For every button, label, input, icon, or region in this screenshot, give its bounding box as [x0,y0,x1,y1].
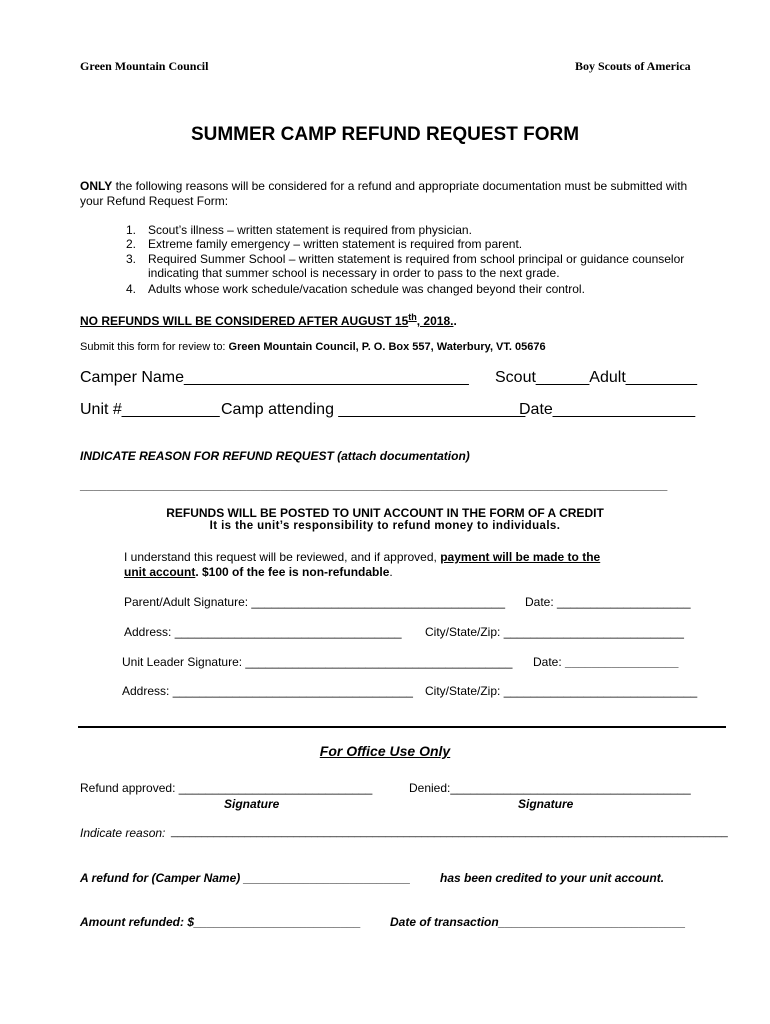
office-use-heading: For Office Use Only [319,743,451,759]
submit-line [80,341,546,353]
reason-4-text: Adults whose work schedule/vacation schedule was changed beyond their control. [148,282,585,296]
understand-d: . $100 of the fee is non-refundable [195,565,390,579]
denied-signature-label: Signature [518,797,574,811]
unit-number-field[interactable]: Unit #___________ [80,401,220,418]
intro-only: ONLY [80,179,113,193]
parent-date-field[interactable]: Date: ____________________ [525,595,691,609]
submit-address: Green Mountain Council, P. O. Box 557, Waterbury, VT. 05676 [228,341,546,353]
reason-2-num: 2. [126,237,137,251]
date-of-transaction-field[interactable]: Date of transaction____________________________ [390,915,686,929]
indicate-reason-line[interactable]: ___________________________________________________________________________________________ [171,826,728,838]
understand-a: I understand this request will be reviewed, and if approved, [124,550,441,564]
submit-prefix: Submit this form for review to: [80,341,229,353]
refunds-notice-line-1: REFUNDS WILL BE POSTED TO UNIT ACCOUNT IN THE FORM OF A CREDIT [166,506,604,520]
understand-line-1 [124,550,600,564]
understand-c: unit account [124,565,196,579]
unit-leader-date-field[interactable] [533,655,678,669]
understand-line-2 [124,565,393,579]
approved-signature-label: Signature [224,797,280,811]
header-right: Boy Scouts of America [575,59,691,73]
reason-4-num: 4. [126,282,137,296]
header-left: Green Mountain Council [80,59,209,73]
refund-approved-field[interactable]: Refund approved: _____________________________ [80,781,373,795]
scout-adult-field[interactable]: Scout______Adult________ [495,369,697,386]
intro-line-2: your Refund Request Form: [80,194,229,208]
address-field-2[interactable]: Address: ____________________________________ [122,684,413,698]
understand-e: . [389,565,393,579]
indicate-reason-heading: INDICATE REASON FOR REFUND REQUEST (attach documentation) [80,449,470,463]
section-divider [78,726,726,728]
intro-rest: the following reasons will be considered for a refund and appropriate documentation must be submitted with [112,179,688,193]
reason-3-num: 3. [126,252,137,266]
deadline-trail: . [453,314,457,328]
refunds-notice-line-2: It is the unit’s responsibility to refund money to individuals. [209,520,561,532]
deadline-main: NO REFUNDS WILL BE CONSIDERED AFTER AUGUST 15 [80,314,409,328]
deadline-notice [80,312,457,328]
reason-3-text-cont: indicating that summer school is necessary in order to pass to the next grade. [148,266,560,280]
reason-entry-line[interactable]: ________________________________________________________________________________________ [80,478,668,492]
intro-line-1 [80,179,687,193]
reason-1-num: 1. [126,223,137,237]
understand-b: payment will be made to the [440,550,601,564]
amount-refunded-field[interactable]: Amount refunded: $_________________________ [80,915,361,929]
address-field-1[interactable]: Address: __________________________________ [124,625,402,639]
refund-credited-field[interactable]: A refund for (Camper Name) _________________________ [80,871,411,885]
city-state-zip-field-2[interactable]: City/State/Zip: _____________________________ [425,684,698,698]
leader-date-label: Date: [533,655,566,669]
date-field[interactable]: Date________________ [519,401,696,418]
parent-signature-field[interactable]: Parent/Adult Signature: ______________________________________ [124,595,506,609]
refund-credited-text: has been credited to your unit account. [440,871,665,885]
city-state-zip-field-1[interactable]: City/State/Zip: ___________________________ [425,625,684,639]
camp-attending-field[interactable]: Camp attending _____________________ [221,401,526,418]
deadline-sup: th [408,312,417,322]
camper-name-field[interactable]: Camper Name________________________________ [80,369,469,386]
leader-date-line: _________________ [565,655,679,669]
reason-3-text: Required Summer School – written statement is required from school principal or guidance counselor [148,252,685,266]
unit-leader-signature-field[interactable]: Unit Leader Signature: ________________________________________ [122,655,513,669]
denied-field[interactable]: Denied:____________________________________ [409,781,691,795]
deadline-tail: , 2018. [416,314,454,328]
page-title: SUMMER CAMP REFUND REQUEST FORM [190,124,580,145]
indicate-reason-label: Indicate reason: [80,826,166,840]
reason-1-text: Scout’s illness – written statement is required from physician. [148,223,472,237]
reason-2-text: Extreme family emergency – written statement is required from parent. [148,237,523,251]
